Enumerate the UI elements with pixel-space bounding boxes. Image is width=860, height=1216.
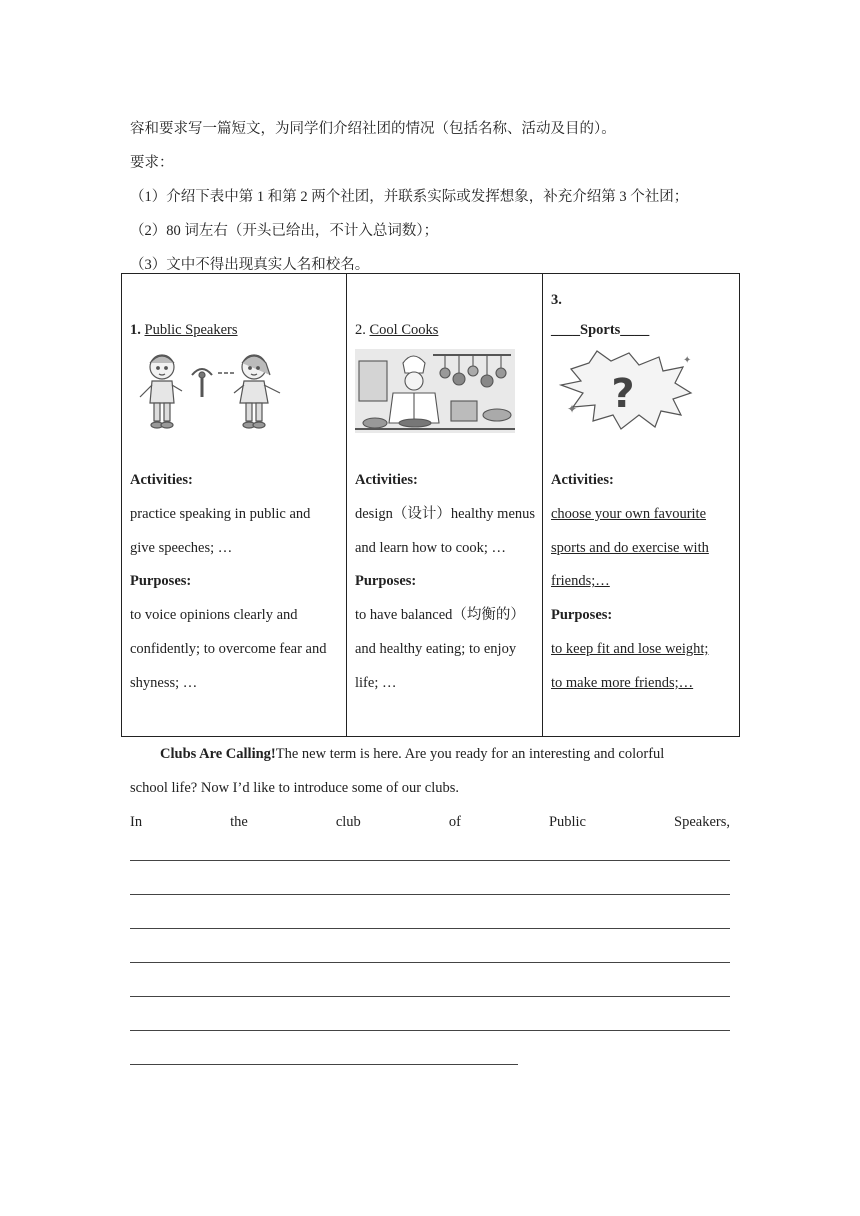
club-1-name: Public Speakers <box>144 322 238 338</box>
answer-line[interactable] <box>130 860 730 861</box>
club-1-activities-label: Activities: <box>130 472 193 488</box>
club-3-number: 3. <box>551 292 562 308</box>
essay-word: of <box>448 813 461 830</box>
club-2-activity-line: and learn how to cook; … <box>355 539 507 556</box>
question-mark-icon <box>551 349 711 433</box>
club-3-activity-line: sports and do exercise with <box>551 539 709 556</box>
club-2-activities-label: Activities: <box>355 472 418 488</box>
essay-word: In <box>130 813 143 830</box>
club-3-activity-line: choose your own favourite <box>551 505 707 522</box>
club-2-purpose-line: to have balanced（均衡的） <box>355 607 525 624</box>
svg-text:?: ? <box>611 371 635 417</box>
club-3-activity-line: friends;… <box>551 573 610 590</box>
club-3-activities-label: Activities: <box>551 472 614 488</box>
chef-illustration <box>355 349 515 433</box>
requirement-1: （1）介绍下表中第 1 和第 2 两个社团，并联系实际或发挥想象，补充介绍第 3 个社团； <box>130 189 689 205</box>
club-3-purpose-line: to make more friends;… <box>551 674 694 691</box>
instructions <box>130 112 688 282</box>
club-3-title <box>551 322 649 339</box>
club-2-title <box>355 322 438 339</box>
club-1-title <box>130 322 238 339</box>
essay-title: Clubs Are Calling! <box>160 746 276 762</box>
club-2-number: 2. <box>355 322 366 338</box>
club-1-purpose-line: shyness; … <box>130 674 198 691</box>
club-2-activity-line: design（设计）healthy menus <box>355 505 536 522</box>
club-1-purpose-line: confidently; to overcome fear and <box>130 640 327 657</box>
essay-word: Speakers, <box>674 813 730 830</box>
answer-line[interactable] <box>130 962 730 963</box>
essay-text-2: school life? Now I’d like to introduce some of our clubs. <box>130 779 459 796</box>
club-2-purpose-line: life; … <box>355 674 397 691</box>
club-1-number: 1. <box>130 322 141 338</box>
answer-line[interactable] <box>130 996 730 997</box>
essay-word: the <box>230 813 248 830</box>
requirement-3: （3）文中不得出现真实人名和校名。 <box>130 257 370 273</box>
club-3-purpose-line: to keep fit and lose weight; <box>551 640 709 657</box>
club-1-activity-line: give speeches; … <box>130 539 233 556</box>
public-speakers-illustration <box>130 349 290 433</box>
club-2-name: Cool Cooks <box>369 322 439 338</box>
clubs-table <box>121 273 740 737</box>
club-1-purposes-label: Purposes: <box>130 573 192 590</box>
club-3-name: ____Sports____ <box>551 322 650 338</box>
essay-word: club <box>335 813 361 830</box>
answer-line[interactable] <box>130 1064 518 1065</box>
requirements-heading: 要求： <box>130 155 174 171</box>
instruction-line: 容和要求写一篇短文，为同学们介绍社团的情况（包括名称、活动及目的）。 <box>130 121 616 137</box>
essay-opening <box>130 738 730 839</box>
answer-line[interactable] <box>130 894 730 895</box>
answer-line[interactable] <box>130 1030 730 1031</box>
svg-text:✦: ✦ <box>567 402 578 416</box>
essay-line-3 <box>130 806 730 840</box>
answer-line[interactable] <box>130 928 730 929</box>
svg-text:✦: ✦ <box>683 355 692 366</box>
essay-text-1: The new term is here. Are you ready for an interesting and colorful <box>275 746 665 762</box>
requirement-2: （2）80 词左右（开头已给出，不计入总词数）； <box>130 223 439 239</box>
club-1-purpose-line: to voice opinions clearly and <box>130 607 298 624</box>
club-2-purpose-line: and healthy eating; to enjoy <box>355 640 517 657</box>
club-1-activity-line: practice speaking in public and <box>130 505 311 522</box>
club-3-purposes-label: Purposes: <box>551 607 613 624</box>
club-2-cell <box>347 274 543 737</box>
essay-word: Public <box>548 813 586 830</box>
club-1-cell <box>122 274 347 737</box>
essay-line-1 <box>130 738 730 772</box>
club-3-cell <box>543 274 740 737</box>
club-2-purposes-label: Purposes: <box>355 573 417 590</box>
